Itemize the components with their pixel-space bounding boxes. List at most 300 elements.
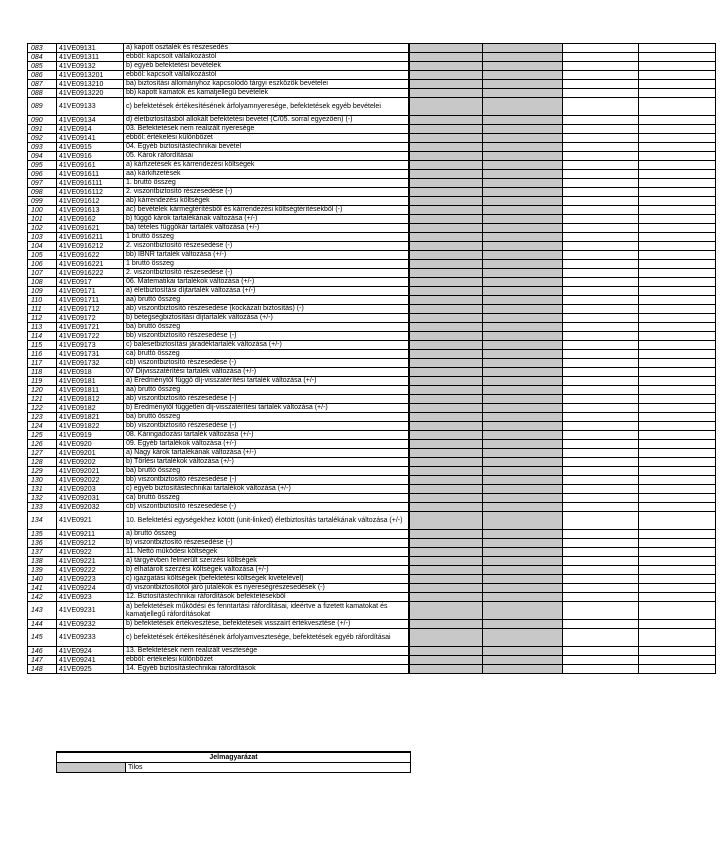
row-description: 05. Károk ráfordításai bbox=[124, 152, 409, 161]
table-row bbox=[28, 404, 716, 413]
forbidden-cell bbox=[409, 305, 483, 314]
row-number: 100 bbox=[28, 206, 57, 215]
forbidden-cell bbox=[483, 503, 563, 512]
value-cell bbox=[563, 575, 639, 584]
row-description: 11. Nettó működési költségek bbox=[124, 548, 409, 557]
row-code: 41VE09233 bbox=[57, 629, 124, 647]
value-cell bbox=[563, 278, 639, 287]
row-code: 41VE0916221 bbox=[57, 260, 124, 269]
value-cell bbox=[639, 404, 716, 413]
row-code: 41VE091613 bbox=[57, 206, 124, 215]
row-number: 102 bbox=[28, 224, 57, 233]
legend-title: Jelmagyarázat bbox=[57, 752, 411, 763]
row-code: 41VE09134 bbox=[57, 116, 124, 125]
table-row bbox=[28, 647, 716, 656]
value-cell bbox=[563, 395, 639, 404]
forbidden-cell bbox=[409, 116, 483, 125]
forbidden-cell bbox=[409, 332, 483, 341]
table-row bbox=[28, 557, 716, 566]
row-code: 41VE09171 bbox=[57, 287, 124, 296]
forbidden-cell bbox=[409, 89, 483, 98]
value-cell bbox=[563, 125, 639, 134]
forbidden-cell bbox=[483, 620, 563, 629]
forbidden-cell bbox=[409, 260, 483, 269]
row-code: 41VE09202 bbox=[57, 458, 124, 467]
value-cell bbox=[639, 62, 716, 71]
forbidden-cell bbox=[409, 458, 483, 467]
row-code: 41VE09222 bbox=[57, 566, 124, 575]
legend-item-label: Tilos bbox=[126, 763, 411, 773]
value-cell bbox=[639, 557, 716, 566]
forbidden-cell bbox=[409, 476, 483, 485]
value-cell bbox=[639, 620, 716, 629]
row-description: c) igazgatási költségek (befektetési költségek kivételével) bbox=[124, 575, 409, 584]
forbidden-cell bbox=[483, 224, 563, 233]
forbidden-cell bbox=[483, 305, 563, 314]
table-row bbox=[28, 566, 716, 575]
row-code: 41VE09211 bbox=[57, 530, 124, 539]
row-description: bb) viszontbiztosító részesedése (-) bbox=[124, 476, 409, 485]
forbidden-cell bbox=[483, 602, 563, 620]
table-row bbox=[28, 269, 716, 278]
table-row bbox=[28, 287, 716, 296]
forbidden-cell bbox=[409, 647, 483, 656]
value-cell bbox=[563, 458, 639, 467]
row-description: aa) bruttó összeg bbox=[124, 386, 409, 395]
value-cell bbox=[563, 224, 639, 233]
row-number: 117 bbox=[28, 359, 57, 368]
forbidden-cell bbox=[483, 413, 563, 422]
row-code: 41VE0916211 bbox=[57, 233, 124, 242]
table-row bbox=[28, 395, 716, 404]
row-code: 41VE0924 bbox=[57, 647, 124, 656]
row-code: 41VE0917 bbox=[57, 278, 124, 287]
value-cell bbox=[639, 71, 716, 80]
forbidden-cell bbox=[409, 242, 483, 251]
row-number: 131 bbox=[28, 485, 57, 494]
row-code: 41VE09231 bbox=[57, 602, 124, 620]
row-code: 41VE091311 bbox=[57, 53, 124, 62]
forbidden-cell bbox=[409, 206, 483, 215]
row-number: 101 bbox=[28, 215, 57, 224]
row-description: a) életbiztosítási díjtartalék változása (+/-) bbox=[124, 287, 409, 296]
forbidden-cell bbox=[483, 575, 563, 584]
row-number: 129 bbox=[28, 467, 57, 476]
row-number: 103 bbox=[28, 233, 57, 242]
forbidden-cell bbox=[409, 512, 483, 530]
row-number: 093 bbox=[28, 143, 57, 152]
row-number: 085 bbox=[28, 62, 57, 71]
forbidden-cell bbox=[483, 215, 563, 224]
value-cell bbox=[563, 323, 639, 332]
forbidden-cell bbox=[483, 206, 563, 215]
forbidden-cell bbox=[483, 269, 563, 278]
value-cell bbox=[563, 494, 639, 503]
row-number: 105 bbox=[28, 251, 57, 260]
forbidden-cell bbox=[483, 296, 563, 305]
table-row bbox=[28, 206, 716, 215]
value-cell bbox=[563, 350, 639, 359]
row-code: 41VE091622 bbox=[57, 251, 124, 260]
row-description: bb) viszontbiztosító részesedése (-) bbox=[124, 422, 409, 431]
table-row bbox=[28, 152, 716, 161]
table-row bbox=[28, 602, 716, 620]
value-cell bbox=[639, 494, 716, 503]
row-code: 41VE092032 bbox=[57, 503, 124, 512]
row-description: ebből: értékelési különbözet bbox=[124, 134, 409, 143]
row-description: a) befektetések működési és fenntartási ráfordításai, ideértve a fizetett kamatokat és kamatjellegű ráfordításokat bbox=[124, 602, 409, 620]
table-row bbox=[28, 260, 716, 269]
forbidden-cell bbox=[483, 53, 563, 62]
forbidden-cell bbox=[483, 314, 563, 323]
row-code: 41VE0916212 bbox=[57, 242, 124, 251]
table-row bbox=[28, 215, 716, 224]
row-description: ebből: értékelési különbözet bbox=[124, 656, 409, 665]
value-cell bbox=[563, 341, 639, 350]
row-code: 41VE0916112 bbox=[57, 188, 124, 197]
row-number: 140 bbox=[28, 575, 57, 584]
row-code: 41VE09141 bbox=[57, 134, 124, 143]
row-code: 41VE091612 bbox=[57, 197, 124, 206]
row-code: 41VE0925 bbox=[57, 665, 124, 674]
value-cell bbox=[639, 305, 716, 314]
value-cell bbox=[639, 251, 716, 260]
value-cell bbox=[563, 62, 639, 71]
value-cell bbox=[639, 449, 716, 458]
row-description: b) betegségbiztosítási díjtartalék változása (+/-) bbox=[124, 314, 409, 323]
value-cell bbox=[563, 206, 639, 215]
row-number: 125 bbox=[28, 431, 57, 440]
row-code: 41VE0919 bbox=[57, 431, 124, 440]
value-cell bbox=[639, 665, 716, 674]
row-code: 41VE092022 bbox=[57, 476, 124, 485]
row-code: 41VE091811 bbox=[57, 386, 124, 395]
value-cell bbox=[639, 188, 716, 197]
row-code: 41VE09203 bbox=[57, 485, 124, 494]
value-cell bbox=[639, 584, 716, 593]
value-cell bbox=[639, 512, 716, 530]
row-number: 145 bbox=[28, 629, 57, 647]
forbidden-cell bbox=[409, 179, 483, 188]
row-code: 41VE091732 bbox=[57, 359, 124, 368]
forbidden-cell bbox=[483, 647, 563, 656]
value-cell bbox=[639, 44, 716, 53]
value-cell bbox=[563, 314, 639, 323]
value-cell bbox=[563, 665, 639, 674]
forbidden-cell bbox=[409, 539, 483, 548]
row-description: aa) kárkifizetések bbox=[124, 170, 409, 179]
forbidden-cell bbox=[483, 116, 563, 125]
table-row bbox=[28, 332, 716, 341]
value-cell bbox=[639, 269, 716, 278]
forbidden-cell bbox=[409, 449, 483, 458]
value-cell bbox=[639, 341, 716, 350]
table-row bbox=[28, 278, 716, 287]
legend-table bbox=[56, 751, 411, 773]
table-row bbox=[28, 233, 716, 242]
table-row bbox=[28, 98, 716, 116]
row-description: 1 bruttó összeg bbox=[124, 233, 409, 242]
row-description: c) befektetések értékesítésének árfolyamnyeresége, befektetések egyéb bevételei bbox=[124, 98, 409, 116]
value-cell bbox=[563, 242, 639, 251]
row-description: cb) viszontbiztosító részesedése (-) bbox=[124, 503, 409, 512]
row-code: 41VE091721 bbox=[57, 323, 124, 332]
value-cell bbox=[639, 602, 716, 620]
forbidden-cell bbox=[409, 323, 483, 332]
forbidden-cell bbox=[409, 422, 483, 431]
forbidden-cell bbox=[409, 215, 483, 224]
value-cell bbox=[563, 269, 639, 278]
row-code: 41VE09223 bbox=[57, 575, 124, 584]
row-code: 41VE09212 bbox=[57, 539, 124, 548]
forbidden-cell bbox=[483, 287, 563, 296]
value-cell bbox=[639, 476, 716, 485]
row-description: b) elhatárolt szerzési költségek változása (+/-) bbox=[124, 566, 409, 575]
forbidden-cell bbox=[409, 53, 483, 62]
row-description: a) kapott osztalék és részesedés bbox=[124, 44, 409, 53]
row-number: 146 bbox=[28, 647, 57, 656]
value-cell bbox=[563, 629, 639, 647]
row-description: bb) IBNR tartalék változása (+/-) bbox=[124, 251, 409, 260]
row-code: 41VE09133 bbox=[57, 98, 124, 116]
forbidden-cell bbox=[483, 278, 563, 287]
row-number: 096 bbox=[28, 170, 57, 179]
forbidden-cell bbox=[483, 152, 563, 161]
forbidden-cell bbox=[483, 350, 563, 359]
value-cell bbox=[639, 485, 716, 494]
value-cell bbox=[639, 98, 716, 116]
table-row bbox=[28, 422, 716, 431]
table-row bbox=[28, 161, 716, 170]
table-row bbox=[28, 584, 716, 593]
row-code: 41VE09224 bbox=[57, 584, 124, 593]
value-cell bbox=[563, 539, 639, 548]
value-cell bbox=[563, 152, 639, 161]
value-cell bbox=[563, 296, 639, 305]
value-cell bbox=[563, 287, 639, 296]
row-description: 03. Befektetések nem realizált nyeresége bbox=[124, 125, 409, 134]
value-cell bbox=[639, 287, 716, 296]
value-cell bbox=[563, 161, 639, 170]
row-number: 091 bbox=[28, 125, 57, 134]
row-description: c) egyéb biztosítástechnikai tartalékok változása (+/-) bbox=[124, 485, 409, 494]
forbidden-cell bbox=[409, 188, 483, 197]
value-cell bbox=[563, 647, 639, 656]
forbidden-cell bbox=[409, 413, 483, 422]
value-cell bbox=[639, 143, 716, 152]
table-row bbox=[28, 548, 716, 557]
row-code: 41VE0921 bbox=[57, 512, 124, 530]
forbidden-cell bbox=[409, 269, 483, 278]
forbidden-cell bbox=[409, 278, 483, 287]
row-number: 122 bbox=[28, 404, 57, 413]
row-code: 41VE09201 bbox=[57, 449, 124, 458]
value-cell bbox=[563, 53, 639, 62]
value-cell bbox=[639, 503, 716, 512]
row-description: 12. Biztosítástechnikai ráfordítások befektetésekből bbox=[124, 593, 409, 602]
value-cell bbox=[639, 350, 716, 359]
forbidden-cell bbox=[483, 323, 563, 332]
row-number: 133 bbox=[28, 503, 57, 512]
row-code: 41VE091821 bbox=[57, 413, 124, 422]
row-description: ba) bruttó összeg bbox=[124, 323, 409, 332]
forbidden-cell bbox=[483, 395, 563, 404]
row-description: b) Eredménytől független díj-visszatérítési tartalék változása (+/-) bbox=[124, 404, 409, 413]
value-cell bbox=[563, 386, 639, 395]
row-description: a) tárgyévben felmerült szerzési költségek bbox=[124, 557, 409, 566]
value-cell bbox=[639, 413, 716, 422]
table-row bbox=[28, 341, 716, 350]
table-row bbox=[28, 530, 716, 539]
value-cell bbox=[563, 332, 639, 341]
table-row bbox=[28, 413, 716, 422]
row-number: 130 bbox=[28, 476, 57, 485]
forbidden-cell bbox=[409, 125, 483, 134]
value-cell bbox=[563, 503, 639, 512]
row-code: 41VE0915 bbox=[57, 143, 124, 152]
value-cell bbox=[639, 431, 716, 440]
forbidden-cell bbox=[409, 404, 483, 413]
forbidden-cell bbox=[483, 233, 563, 242]
row-description: 04. Egyéb biztosítástechnikai bevétel bbox=[124, 143, 409, 152]
forbidden-cell bbox=[409, 314, 483, 323]
table-row bbox=[28, 476, 716, 485]
value-cell bbox=[563, 143, 639, 152]
row-number: 088 bbox=[28, 89, 57, 98]
forbidden-cell bbox=[483, 422, 563, 431]
row-number: 108 bbox=[28, 278, 57, 287]
row-description: bb) viszontbiztosító részesedése (-) bbox=[124, 332, 409, 341]
forbidden-cell bbox=[483, 197, 563, 206]
row-description: 09. Egyéb tartalékok változása (+/-) bbox=[124, 440, 409, 449]
row-description: b) befektetések értékvesztése, befektetések visszaírt értékvesztése (+/-) bbox=[124, 620, 409, 629]
row-description: b) függő károk tartalékának változása (+/-) bbox=[124, 215, 409, 224]
forbidden-cell bbox=[409, 485, 483, 494]
value-cell bbox=[639, 593, 716, 602]
forbidden-cell bbox=[409, 134, 483, 143]
row-number: 121 bbox=[28, 395, 57, 404]
forbidden-cell bbox=[483, 377, 563, 386]
value-cell bbox=[639, 440, 716, 449]
row-number: 111 bbox=[28, 305, 57, 314]
value-cell bbox=[639, 215, 716, 224]
forbidden-cell bbox=[483, 530, 563, 539]
forbidden-cell bbox=[483, 386, 563, 395]
value-cell bbox=[563, 404, 639, 413]
forbidden-cell bbox=[409, 386, 483, 395]
value-cell bbox=[563, 557, 639, 566]
row-code: 41VE09172 bbox=[57, 314, 124, 323]
value-cell bbox=[639, 170, 716, 179]
value-cell bbox=[639, 53, 716, 62]
table-row bbox=[28, 431, 716, 440]
row-description: a) Nagy károk tartalékának változása (+/-) bbox=[124, 449, 409, 458]
row-number: 148 bbox=[28, 665, 57, 674]
forbidden-cell bbox=[409, 494, 483, 503]
row-code: 41VE0914 bbox=[57, 125, 124, 134]
row-code: 41VE09181 bbox=[57, 377, 124, 386]
forbidden-cell bbox=[409, 620, 483, 629]
forbidden-cell bbox=[483, 332, 563, 341]
row-number: 119 bbox=[28, 377, 57, 386]
value-cell bbox=[563, 602, 639, 620]
forbidden-cell bbox=[409, 143, 483, 152]
forbidden-cell bbox=[483, 584, 563, 593]
value-cell bbox=[563, 80, 639, 89]
value-cell bbox=[639, 323, 716, 332]
forbidden-cell bbox=[483, 557, 563, 566]
forbidden-cell bbox=[483, 476, 563, 485]
forbidden-cell bbox=[483, 629, 563, 647]
value-cell bbox=[563, 548, 639, 557]
table-row bbox=[28, 368, 716, 377]
forbidden-cell bbox=[483, 188, 563, 197]
value-cell bbox=[639, 539, 716, 548]
forbidden-cell bbox=[409, 170, 483, 179]
forbidden-cell bbox=[409, 629, 483, 647]
value-cell bbox=[563, 305, 639, 314]
table-row bbox=[28, 377, 716, 386]
forbidden-cell bbox=[409, 98, 483, 116]
row-code: 41VE0922 bbox=[57, 548, 124, 557]
row-description: 10. Befektetési egységekhez kötött (unit-linked) életbiztosítás tartalékának változása (+/-) bbox=[124, 512, 409, 530]
row-number: 097 bbox=[28, 179, 57, 188]
table-row bbox=[28, 134, 716, 143]
table-row bbox=[28, 629, 716, 647]
row-code: 41VE091812 bbox=[57, 395, 124, 404]
row-description: bb) kapott kamatok és kamatjellegű bevételek bbox=[124, 89, 409, 98]
row-number: 144 bbox=[28, 620, 57, 629]
value-cell bbox=[639, 332, 716, 341]
legend-swatch-gray bbox=[57, 763, 126, 773]
forbidden-cell bbox=[409, 368, 483, 377]
value-cell bbox=[639, 161, 716, 170]
value-cell bbox=[563, 260, 639, 269]
value-cell bbox=[563, 566, 639, 575]
value-cell bbox=[563, 593, 639, 602]
forbidden-cell bbox=[483, 359, 563, 368]
row-number: 107 bbox=[28, 269, 57, 278]
forbidden-cell bbox=[409, 359, 483, 368]
table-row bbox=[28, 323, 716, 332]
row-code: 41VE09232 bbox=[57, 620, 124, 629]
row-code: 41VE0916222 bbox=[57, 269, 124, 278]
forbidden-cell bbox=[483, 467, 563, 476]
forbidden-cell bbox=[483, 89, 563, 98]
value-cell bbox=[639, 233, 716, 242]
value-cell bbox=[563, 134, 639, 143]
row-number: 083 bbox=[28, 44, 57, 53]
forbidden-cell bbox=[409, 530, 483, 539]
row-number: 115 bbox=[28, 341, 57, 350]
table-row bbox=[28, 485, 716, 494]
value-cell bbox=[639, 422, 716, 431]
value-cell bbox=[563, 476, 639, 485]
value-cell bbox=[563, 359, 639, 368]
forbidden-cell bbox=[483, 404, 563, 413]
table-row bbox=[28, 494, 716, 503]
row-code: 41VE0913220 bbox=[57, 89, 124, 98]
value-cell bbox=[639, 566, 716, 575]
row-number: 094 bbox=[28, 152, 57, 161]
forbidden-cell bbox=[409, 152, 483, 161]
table-row bbox=[28, 593, 716, 602]
value-cell bbox=[563, 449, 639, 458]
row-description: 1. bruttó összeg bbox=[124, 179, 409, 188]
value-cell bbox=[563, 197, 639, 206]
row-description: ca) bruttó összeg bbox=[124, 350, 409, 359]
forbidden-cell bbox=[409, 62, 483, 71]
